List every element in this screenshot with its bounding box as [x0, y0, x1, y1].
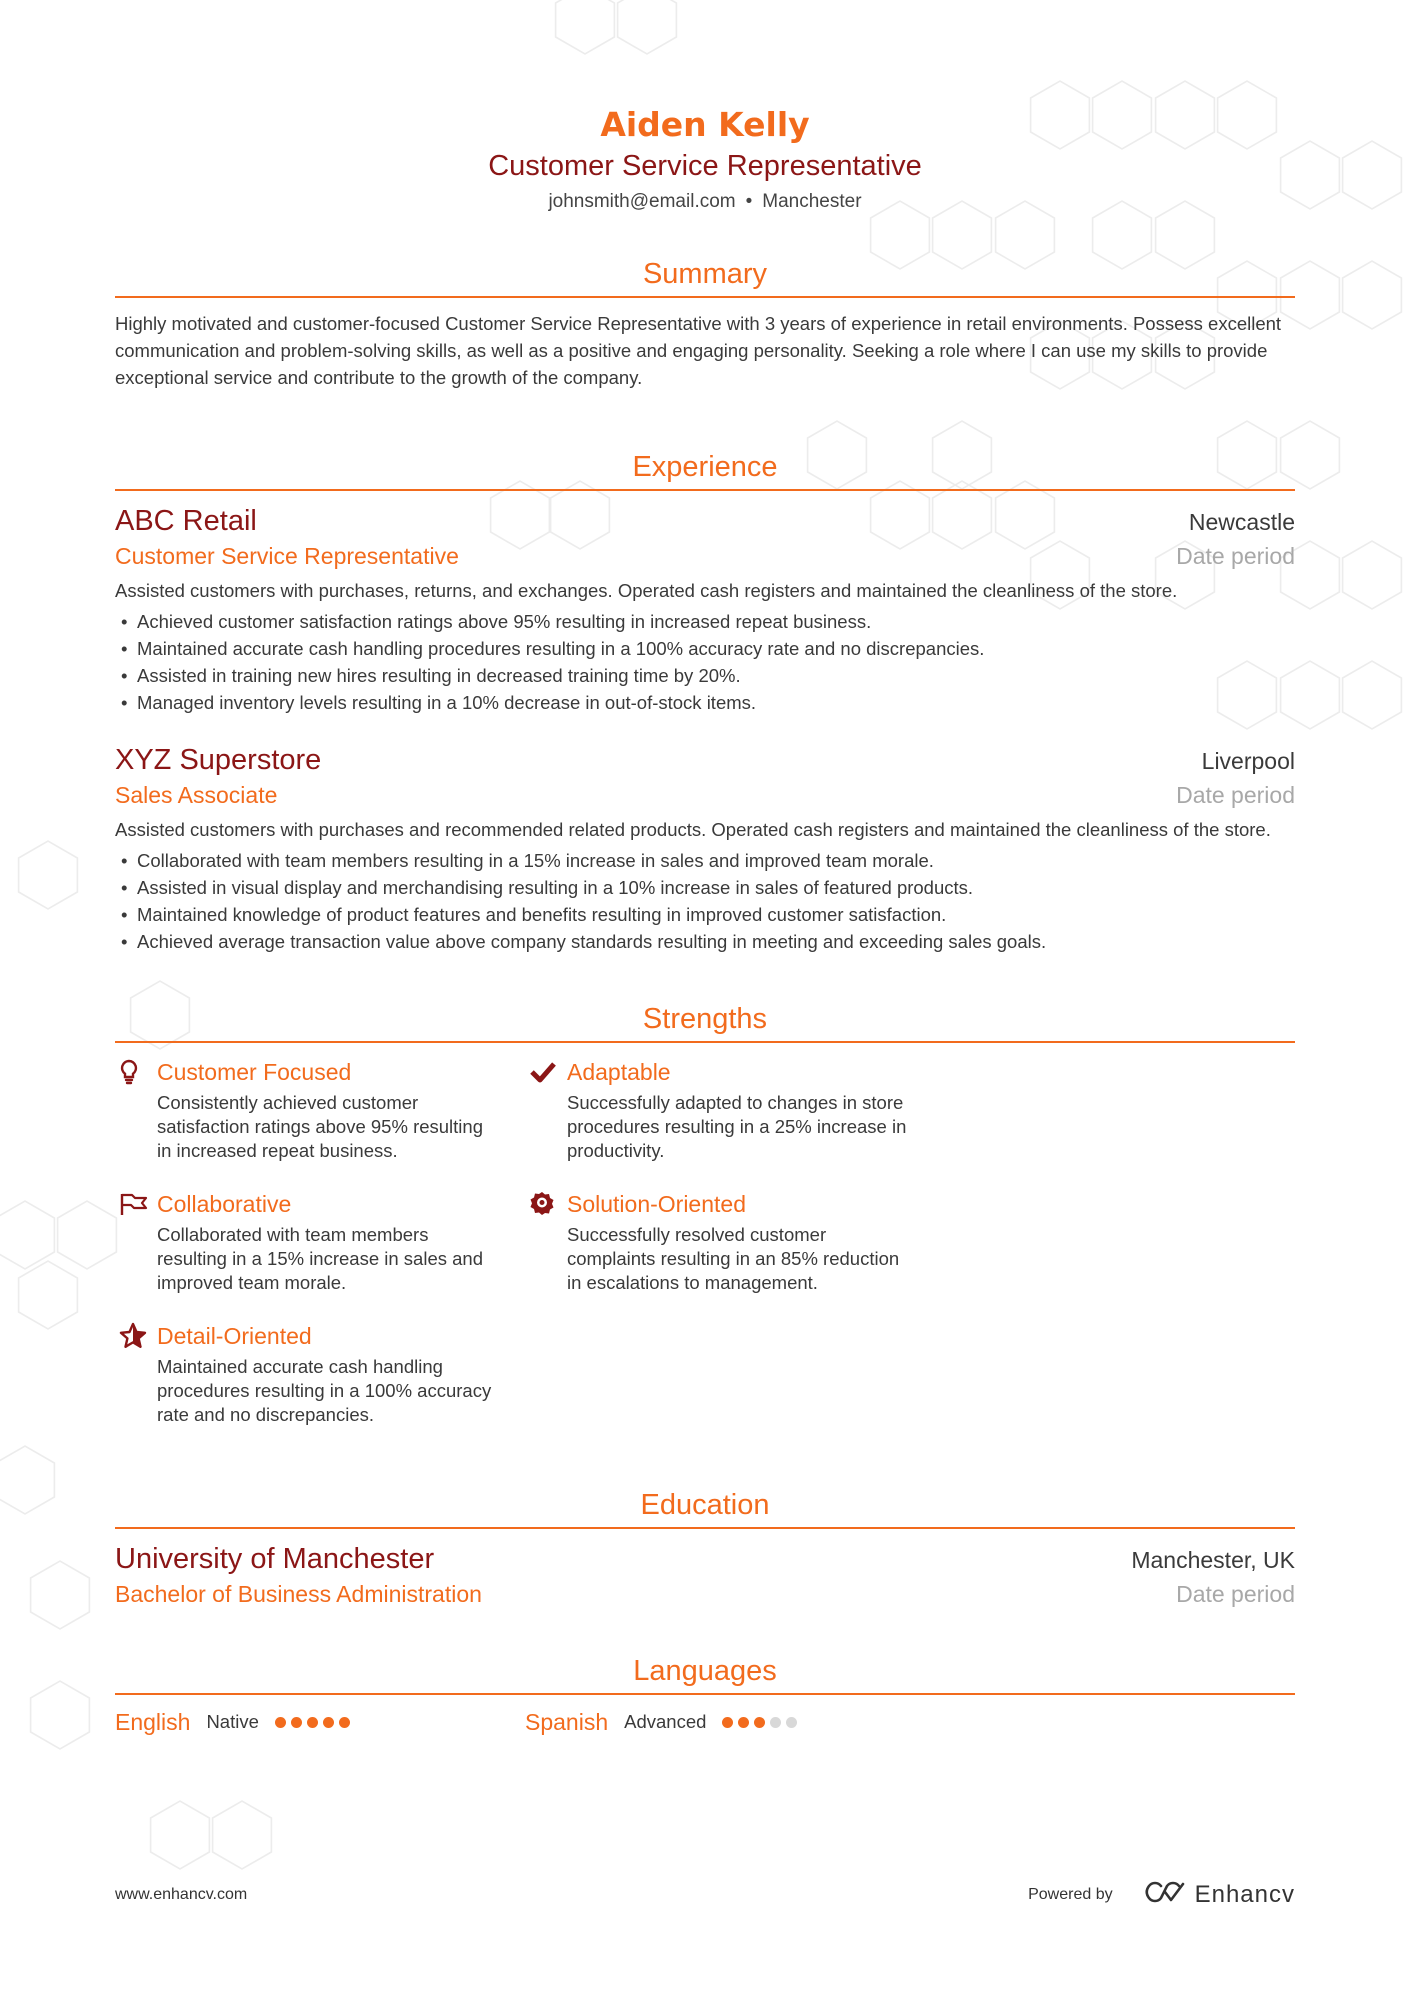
section-divider — [115, 296, 1295, 298]
hexagon-shape — [31, 1561, 90, 1629]
entry-subheader — [115, 541, 1295, 571]
rating-dot-filled — [275, 1717, 286, 1728]
strength-title: Detail-Oriented — [157, 1323, 312, 1349]
strength-item — [115, 1057, 525, 1163]
rating-dot-filled — [722, 1717, 733, 1728]
strength-item — [525, 1189, 935, 1295]
award-icon — [525, 1189, 567, 1219]
rating-dot-filled — [323, 1717, 334, 1728]
strength-body — [157, 1321, 497, 1427]
experience-entry — [115, 742, 1295, 955]
resume-header — [115, 0, 1295, 214]
entry-location: Manchester, UK — [1131, 1547, 1295, 1573]
contact-email[interactable]: johnsmith@email.com — [548, 191, 736, 212]
powered-by-label: Powered by — [1028, 1885, 1113, 1903]
education-section — [115, 1487, 1295, 1609]
star-icon — [115, 1321, 157, 1351]
strength-title: Solution-Oriented — [567, 1191, 746, 1217]
resume-page — [115, 0, 1295, 1737]
powered-by — [1028, 1880, 1295, 1909]
language-name: Spanish — [525, 1709, 609, 1735]
strength-title: Customer Focused — [157, 1059, 352, 1085]
strengths-grid — [115, 1057, 1295, 1453]
experience-entry — [115, 503, 1295, 716]
list-item: • Assisted in training new hires resulting in decreased training time by 20%. — [115, 662, 1295, 689]
hexagon-shape — [19, 1261, 78, 1329]
strength-title: Collaborative — [157, 1191, 292, 1217]
section-title-summary: Summary — [642, 258, 768, 290]
section-title-experience: Experience — [632, 451, 778, 483]
language-name: English — [115, 1709, 191, 1735]
footer-site-link[interactable]: www.enhancv.com — [115, 1885, 248, 1903]
entry-header — [115, 503, 1295, 539]
contact-line — [115, 190, 1295, 214]
strength-item — [525, 1057, 935, 1163]
strength-body — [567, 1057, 907, 1163]
section-title-education: Education — [640, 1489, 770, 1521]
rating-dot-filled — [307, 1717, 318, 1728]
education-entry — [115, 1541, 1295, 1609]
summary-text: Highly motivated and customer-focused Customer Service Representative with 3 years of experience in retail environments. Possess excellent communication and problem-solving skills, as well as a positive and engaging personality. Seeking a role where I can use my skills to provide exceptional service and contribute to the growth of the company. — [115, 313, 1282, 388]
contact-separator: • — [745, 191, 753, 212]
hexagon-shape — [1343, 541, 1402, 609]
entry-period: Date period — [1176, 1581, 1295, 1607]
entry-description: Assisted customers with purchases and recommended related products. Operated cash registers and maintained the cleanliness of the store. — [115, 819, 1271, 840]
rating-dot-filled — [339, 1717, 350, 1728]
strengths-section — [115, 1001, 1295, 1453]
page-footer — [115, 1880, 1295, 1909]
entry-header — [115, 1541, 1295, 1577]
section-title-languages: Languages — [633, 1655, 777, 1687]
rating-dot-empty — [770, 1717, 781, 1728]
section-divider — [115, 1527, 1295, 1529]
section-divider — [115, 1693, 1295, 1695]
flag-icon — [115, 1189, 157, 1219]
rating-dot-filled — [754, 1717, 765, 1728]
job-title: Customer Service Representative — [115, 543, 459, 569]
checkmark-icon — [525, 1057, 567, 1087]
enhancv-logo-icon — [1139, 1880, 1187, 1909]
strength-text: Maintained accurate cash handling procedures resulting in a 100% accuracy rate and no discrepancies. — [157, 1356, 492, 1425]
hexagon-shape — [0, 1446, 54, 1514]
hexagon-shape — [1343, 261, 1402, 329]
list-item: • Managed inventory levels resulting in a 10% decrease in out-of-stock items. — [115, 689, 1295, 716]
entry-period: Date period — [1176, 543, 1295, 569]
hexagon-shape — [58, 1201, 117, 1269]
strength-title: Adaptable — [567, 1059, 671, 1085]
company-name: ABC Retail — [115, 505, 257, 537]
list-item: • Maintained knowledge of product features and benefits resulting in improved customer satisfaction. — [115, 901, 1295, 928]
entry-period: Date period — [1176, 782, 1295, 808]
summary-section — [115, 256, 1295, 391]
entry-header — [115, 742, 1295, 778]
hexagon-shape — [31, 1681, 90, 1749]
list-item: • Assisted in visual display and merchandising resulting in a 10% increase in sales of featured products. — [115, 874, 1295, 901]
hexagon-shape — [1343, 141, 1402, 209]
job-title: Sales Associate — [115, 782, 278, 808]
strength-text: Successfully resolved customer complaints resulting in an 85% reduction in escalations to management. — [567, 1224, 900, 1293]
section-title-strengths: Strengths — [642, 1003, 768, 1035]
company-name: XYZ Superstore — [115, 744, 322, 776]
rating-dot-filled — [291, 1717, 302, 1728]
list-item: • Achieved customer satisfaction ratings above 95% resulting in increased repeat business. — [115, 608, 1295, 635]
brand-name[interactable]: Enhancv — [1194, 1880, 1295, 1908]
contact-location: Manchester — [762, 191, 862, 212]
language-item — [115, 1707, 525, 1737]
entry-location: Liverpool — [1201, 748, 1295, 774]
language-rating — [722, 1717, 802, 1728]
strength-text: Consistently achieved customer satisfaction ratings above 95% resulting in increased repeat business. — [157, 1092, 483, 1161]
strength-text: Successfully adapted to changes in store procedures resulting in a 25% increase in productivity. — [567, 1092, 907, 1161]
section-divider — [115, 1041, 1295, 1043]
strength-body — [157, 1057, 497, 1163]
entry-bullets — [115, 847, 1295, 955]
experience-section — [115, 449, 1295, 955]
strength-item — [115, 1189, 525, 1295]
hexagon-shape — [0, 1201, 54, 1269]
entry-bullets — [115, 608, 1295, 716]
entry-subheader — [115, 780, 1295, 810]
rating-dot-filled — [738, 1717, 749, 1728]
language-level: Advanced — [624, 1711, 707, 1732]
rating-dot-empty — [786, 1717, 797, 1728]
hexagon-shape — [213, 1801, 272, 1869]
strength-body — [157, 1189, 497, 1295]
list-item: • Collaborated with team members resulting in a 15% increase in sales and improved team morale. — [115, 847, 1295, 874]
section-divider — [115, 489, 1295, 491]
entry-description: Assisted customers with purchases, returns, and exchanges. Operated cash registers and maintained the cleanliness of the store. — [115, 580, 1178, 601]
languages-section — [115, 1653, 1295, 1737]
entry-location: Newcastle — [1188, 509, 1295, 535]
strength-body — [567, 1189, 907, 1295]
hexagon-shape — [19, 841, 78, 909]
school-name: University of Manchester — [115, 1543, 435, 1575]
degree-title: Bachelor of Business Administration — [115, 1581, 482, 1607]
strength-item — [115, 1321, 525, 1427]
hexagon-shape — [1343, 661, 1402, 729]
list-item: • Maintained accurate cash handling procedures resulting in a 100% accuracy rate and no discrepancies. — [115, 635, 1295, 662]
list-item: • Achieved average transaction value above company standards resulting in meeting and exceeding sales goals. — [115, 928, 1295, 955]
candidate-title: Customer Service Representative — [488, 150, 922, 182]
entry-subheader — [115, 1579, 1295, 1609]
lightbulb-icon — [115, 1057, 157, 1087]
language-level: Native — [206, 1711, 259, 1732]
language-rating — [275, 1717, 355, 1728]
language-item — [525, 1707, 935, 1737]
hexagon-shape — [151, 1801, 210, 1869]
candidate-name: Aiden Kelly — [600, 105, 810, 144]
strength-text: Collaborated with team members resulting in a 15% increase in sales and improved team morale. — [157, 1224, 483, 1293]
languages-list — [115, 1707, 1295, 1737]
